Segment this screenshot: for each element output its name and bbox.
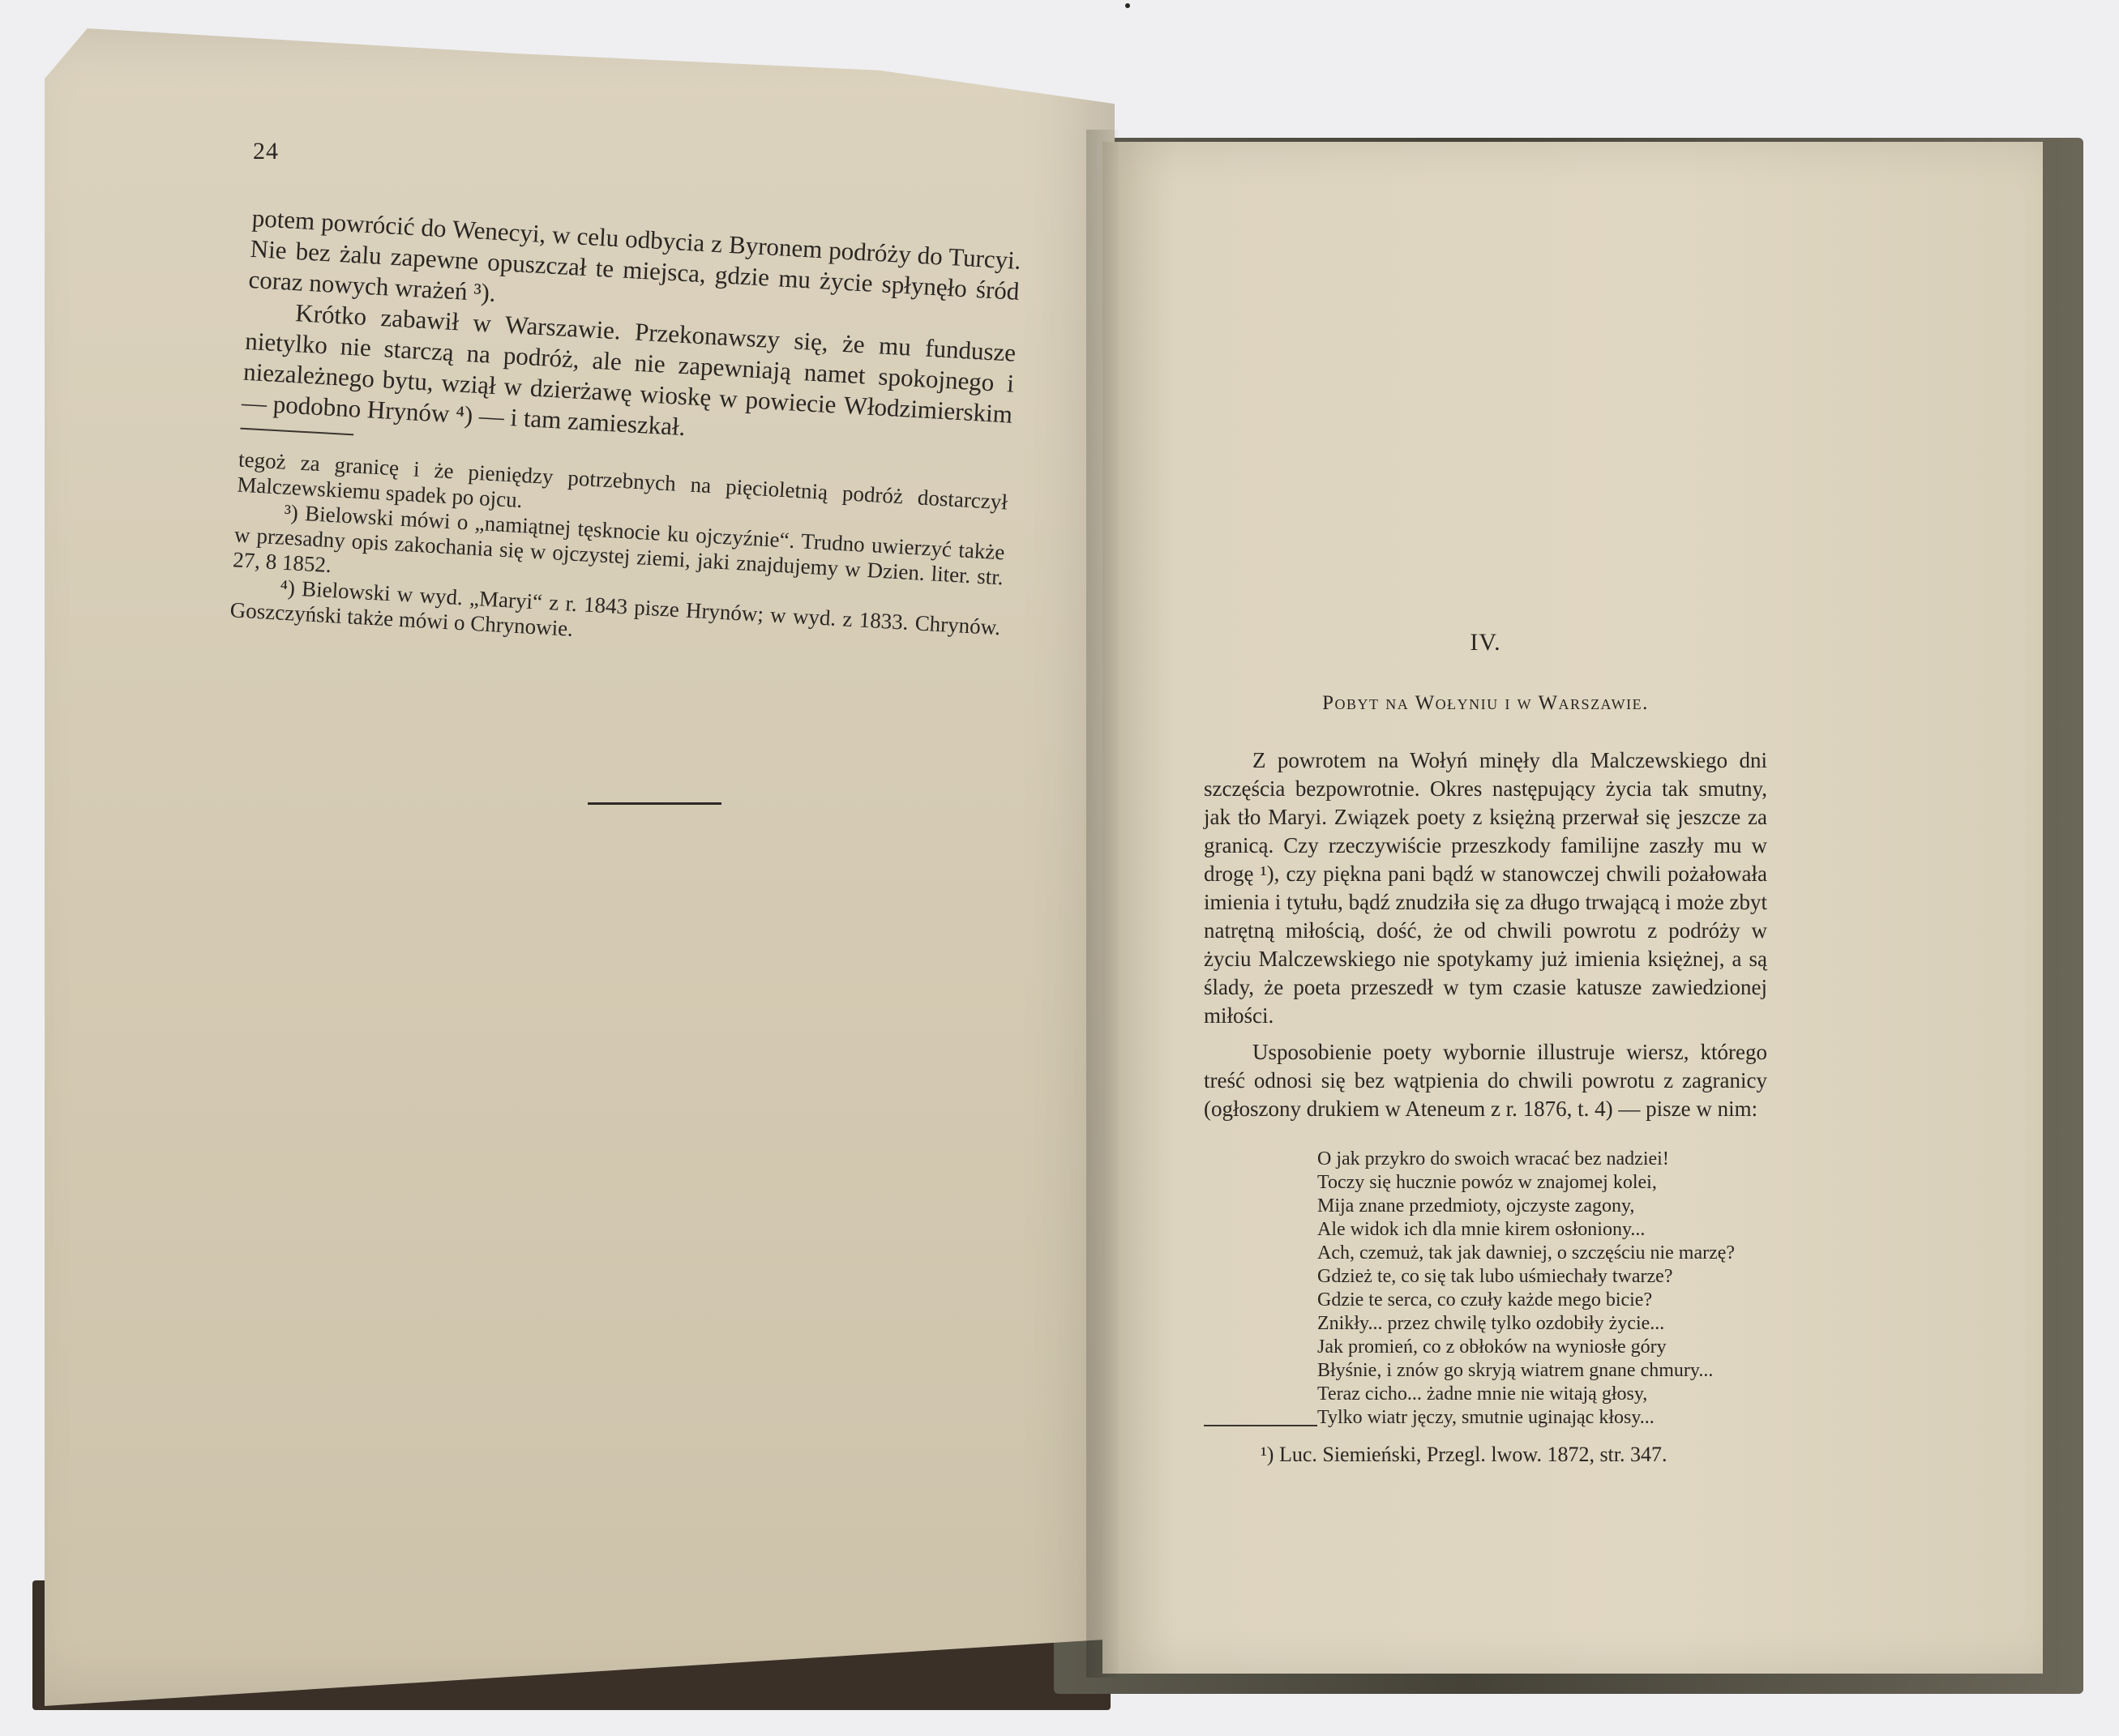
book-gutter xyxy=(1086,130,1119,1678)
chapter-title: Pobyt na Wołyniu i w Warszawie. xyxy=(1322,692,1649,714)
left-page-text xyxy=(229,203,1021,665)
page-number: 24 xyxy=(253,138,279,165)
poem-line: Gdzie te serca, co czuły każde mego bicie? xyxy=(1317,1289,1653,1311)
poem-line: Teraz cicho... żadne mnie nie witają głosy, xyxy=(1317,1383,1648,1405)
footnote: tegoż za granicę i że pieniędzy potrzebnych na pięcioletnią podróż dostarczył Malczewskiemu spadek po ojcu. xyxy=(236,447,1008,515)
poem-line: Błyśnie, i znów go skryją wiatrem gnane chmury... xyxy=(1317,1360,1714,1381)
poem-line: Mija znane przedmioty, ojczyste zagony, xyxy=(1317,1195,1635,1216)
poem-line: Tylko wiatr jęczy, smutnie uginając kłosy... xyxy=(1317,1407,1655,1428)
poem-line: O jak przykro do swoich wracać bez nadziei! xyxy=(1317,1148,1669,1169)
speck xyxy=(1125,3,1130,8)
chapter-number: IV. xyxy=(1470,629,1501,656)
poem-line: Toczy się hucznie powóz w znajomej kolei, xyxy=(1317,1172,1657,1193)
paragraph: Krótko zabawił w Warszawie. Przekonawszy się, że mu fundusze nietylko nie starczą na podróż, ale nie zapewniają namet spokojnego i niezależnego bytu, wziął w dzierżawę wioskę w powiecie Włodzimierskim — podobno Hrynów ⁴) — i tam zamieszkał. xyxy=(241,298,1017,442)
poem-line: Jak promień, co z obłoków na wyniosłe góry xyxy=(1317,1336,1667,1358)
footnote-rule xyxy=(240,428,353,436)
poem xyxy=(1317,1148,1767,1430)
poem-line: Ach, czemuż, tak jak dawniej, o szczęściu nie marzę? xyxy=(1317,1242,1736,1264)
chapter-end-rule xyxy=(588,802,721,805)
paragraph: Usposobienie poety wybornie illustruje wiersz, którego treść odnosi się bez wątpienia do chwili powrotu z zagranicy (ogłoszony drukiem w Ateneum z r. 1876, t. 4) — pisze w nim: xyxy=(1204,1040,1767,1121)
poem-line: Znikły... przez chwilę tylko ozdobiły życie... xyxy=(1317,1313,1665,1334)
paragraph: potem powrócić do Wenecyi, w celu odbycia z Byronem podróży do Turcyi. Nie bez żalu zapewne opuszczał te miejsca, gdzie mu życie spłynęło śród coraz nowych wrażeń ³). xyxy=(247,203,1022,307)
poem-line: Ale widok ich dla mnie kirem osłoniony... xyxy=(1317,1219,1646,1240)
paragraph: Z powrotem na Wołyń minęły dla Malczewskiego dni szczęścia bezpowrotnie. Okres następujący życia tak smutny, jak tło Maryi. Związek poety z księżną przerwał się jeszcze za granicą. Czy rzeczywiście przeszkody familijne zaszły mu w drogę ¹), czy piękna pani bądź w stanowczej chwili pożałowała imienia i tytułu, bądź znudziła się za długo trwającą i może zbyt natrętną miłością, dość, że od chwili powrotu z podróży w życiu Malczewskiego nie spotykamy już imienia księżnej, a są ślady, że poeta przeszedł w tym czasie katusze zawiedzionej miłości. xyxy=(1204,748,1767,1028)
footnote: ³) Bielowski mówi o „namiątnej tęsknocie ku ojczyźnie“. Trudno uwierzyć także w przesadny opis zakochania się w ojczystej ziemi, jaki znajdujemy w Dzien. liter. str. 27, 8 1852. xyxy=(232,499,1006,590)
footnote-rule xyxy=(1204,1425,1317,1426)
right-page-text xyxy=(1204,628,1767,1430)
footnote: ⁴) Bielowski w wyd. „Maryi“ z r. 1843 pisze Hrynów; w wyd. z 1833. Chrynów. Goszczyński także mówi o Chrynowie. xyxy=(229,575,1002,641)
poem-line: Gdzież te, co się tak lubo uśmiechały twarze? xyxy=(1317,1266,1673,1287)
footnote: ¹) Luc. Siemieński, Przegl. lwow. 1872, str. 347. xyxy=(1261,1443,1667,1466)
